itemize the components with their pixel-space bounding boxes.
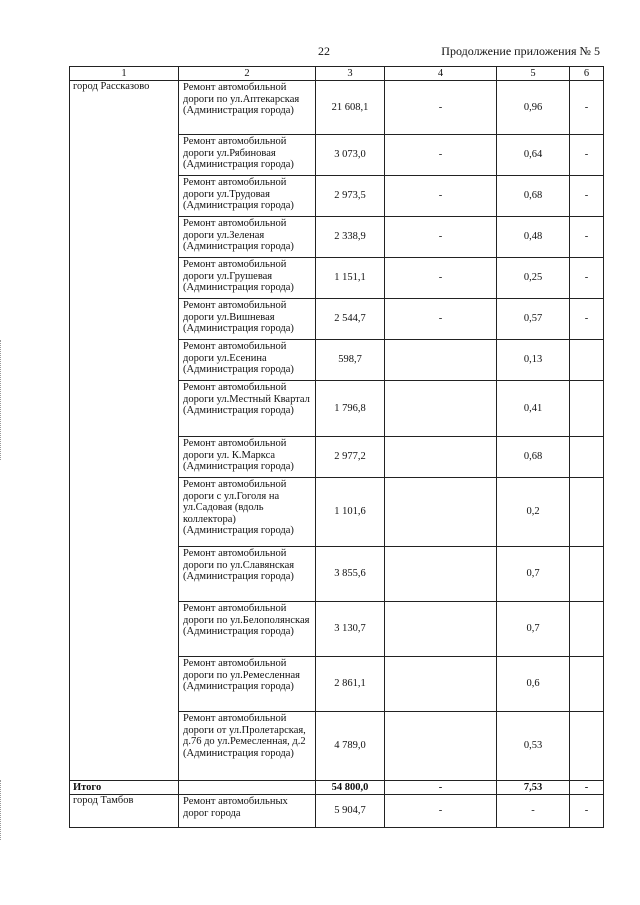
column-4-cell: - bbox=[385, 81, 497, 135]
work-description-cell: Ремонт автомобильной дороги ул.Трудовая (Администрация города) bbox=[179, 176, 316, 217]
length-cell: 0,53 bbox=[497, 712, 570, 781]
column-6-cell bbox=[570, 340, 604, 381]
work-description-cell: Ремонт автомобильной дороги по ул.Белополянская (Администрация города) bbox=[179, 602, 316, 657]
column-4-cell: - bbox=[385, 135, 497, 176]
amount-cell: 2 973,5 bbox=[316, 176, 385, 217]
work-description-cell: Ремонт автомобильной дороги по ул.Ремесленная (Администрация города) bbox=[179, 657, 316, 712]
column-6-cell bbox=[570, 712, 604, 781]
work-description-cell: Ремонт автомобильной дороги ул.Грушевая (Администрация города) bbox=[179, 258, 316, 299]
column-4-cell bbox=[385, 602, 497, 657]
locality-cell: город Рассказово bbox=[70, 81, 179, 781]
column-4-cell bbox=[385, 657, 497, 712]
work-description-cell: Ремонт автомобильных дорог города bbox=[179, 795, 316, 828]
column-header: 6 bbox=[570, 67, 604, 81]
amount-cell: 4 789,0 bbox=[316, 712, 385, 781]
total-row bbox=[70, 781, 604, 795]
column-4-cell bbox=[385, 340, 497, 381]
work-description-cell: Ремонт автомобильной дороги ул. К.Маркса (Администрация города) bbox=[179, 437, 316, 478]
column-6-cell bbox=[570, 602, 604, 657]
column-4-cell: - bbox=[385, 258, 497, 299]
amount-cell: 2 544,7 bbox=[316, 299, 385, 340]
column-header: 2 bbox=[179, 67, 316, 81]
scan-artifact-line bbox=[0, 340, 4, 460]
total-empty-cell bbox=[179, 781, 316, 795]
work-description-cell: Ремонт автомобильной дороги с ул.Гоголя на ул.Садовая (вдоль коллектора) (Администрация города) bbox=[179, 478, 316, 547]
length-cell: 0,41 bbox=[497, 381, 570, 437]
amount-cell: 1 151,1 bbox=[316, 258, 385, 299]
continuation-title: Продолжение приложения № 5 bbox=[441, 44, 600, 58]
page-number: 22 bbox=[318, 44, 330, 58]
length-cell: 0,64 bbox=[497, 135, 570, 176]
column-4-cell: - bbox=[385, 217, 497, 258]
length-cell: 0,7 bbox=[497, 547, 570, 602]
column-4-cell bbox=[385, 437, 497, 478]
column-6-cell bbox=[570, 381, 604, 437]
column-6-cell: - bbox=[570, 217, 604, 258]
total-column-6-cell: - bbox=[570, 781, 604, 795]
column-4-cell bbox=[385, 712, 497, 781]
column-6-cell: - bbox=[570, 81, 604, 135]
column-6-cell bbox=[570, 547, 604, 602]
column-4-cell bbox=[385, 381, 497, 437]
total-column-4-cell: - bbox=[385, 781, 497, 795]
scan-artifact-line bbox=[0, 780, 4, 840]
column-4-cell bbox=[385, 478, 497, 547]
amount-cell: 2 861,1 bbox=[316, 657, 385, 712]
amount-cell: 2 977,2 bbox=[316, 437, 385, 478]
amount-cell: 5 904,7 bbox=[316, 795, 385, 828]
length-cell: 0,96 bbox=[497, 81, 570, 135]
column-6-cell bbox=[570, 437, 604, 478]
amount-cell: 2 338,9 bbox=[316, 217, 385, 258]
amount-cell: 21 608,1 bbox=[316, 81, 385, 135]
column-6-cell bbox=[570, 657, 604, 712]
length-cell: - bbox=[497, 795, 570, 828]
length-cell: 0,13 bbox=[497, 340, 570, 381]
column-header: 1 bbox=[70, 67, 179, 81]
column-4-cell bbox=[385, 547, 497, 602]
table-row bbox=[70, 795, 604, 828]
amount-cell: 3 855,6 bbox=[316, 547, 385, 602]
total-label: Итого bbox=[70, 781, 179, 795]
length-cell: 0,68 bbox=[497, 176, 570, 217]
length-cell: 0,25 bbox=[497, 258, 570, 299]
table-body bbox=[70, 81, 604, 828]
appendix-table bbox=[69, 66, 604, 828]
work-description-cell: Ремонт автомобильной дороги по ул.Славянская (Администрация города) bbox=[179, 547, 316, 602]
length-cell: 0,48 bbox=[497, 217, 570, 258]
amount-cell: 3 130,7 bbox=[316, 602, 385, 657]
column-6-cell bbox=[570, 478, 604, 547]
amount-cell: 1 796,8 bbox=[316, 381, 385, 437]
column-4-cell: - bbox=[385, 176, 497, 217]
work-description-cell: Ремонт автомобильной дороги от ул.Пролетарская, д.76 до ул.Ремесленная, д.2 (Администрация города) bbox=[179, 712, 316, 781]
column-6-cell: - bbox=[570, 299, 604, 340]
column-header: 3 bbox=[316, 67, 385, 81]
amount-cell: 1 101,6 bbox=[316, 478, 385, 547]
total-amount-cell: 54 800,0 bbox=[316, 781, 385, 795]
column-4-cell: - bbox=[385, 299, 497, 340]
length-cell: 0,57 bbox=[497, 299, 570, 340]
total-length-cell: 7,53 bbox=[497, 781, 570, 795]
length-cell: 0,7 bbox=[497, 602, 570, 657]
work-description-cell: Ремонт автомобильной дороги ул.Вишневая (Администрация города) bbox=[179, 299, 316, 340]
column-4-cell: - bbox=[385, 795, 497, 828]
work-description-cell: Ремонт автомобильной дороги ул.Зеленая (Администрация города) bbox=[179, 217, 316, 258]
column-header: 5 bbox=[497, 67, 570, 81]
work-description-cell: Ремонт автомобильной дороги ул.Местный Квартал (Администрация города) bbox=[179, 381, 316, 437]
column-6-cell: - bbox=[570, 176, 604, 217]
column-number-row bbox=[70, 67, 604, 81]
table-row bbox=[70, 81, 604, 135]
amount-cell: 598,7 bbox=[316, 340, 385, 381]
column-header: 4 bbox=[385, 67, 497, 81]
work-description-cell: Ремонт автомобильной дороги ул.Есенина (Администрация города) bbox=[179, 340, 316, 381]
length-cell: 0,2 bbox=[497, 478, 570, 547]
work-description-cell: Ремонт автомобильной дороги по ул.Аптекарская (Администрация города) bbox=[179, 81, 316, 135]
amount-cell: 3 073,0 bbox=[316, 135, 385, 176]
work-description-cell: Ремонт автомобильной дороги ул.Рябиновая (Администрация города) bbox=[179, 135, 316, 176]
length-cell: 0,68 bbox=[497, 437, 570, 478]
length-cell: 0,6 bbox=[497, 657, 570, 712]
locality-cell: город Тамбов bbox=[70, 795, 179, 828]
column-6-cell: - bbox=[570, 795, 604, 828]
column-6-cell: - bbox=[570, 258, 604, 299]
column-6-cell: - bbox=[570, 135, 604, 176]
